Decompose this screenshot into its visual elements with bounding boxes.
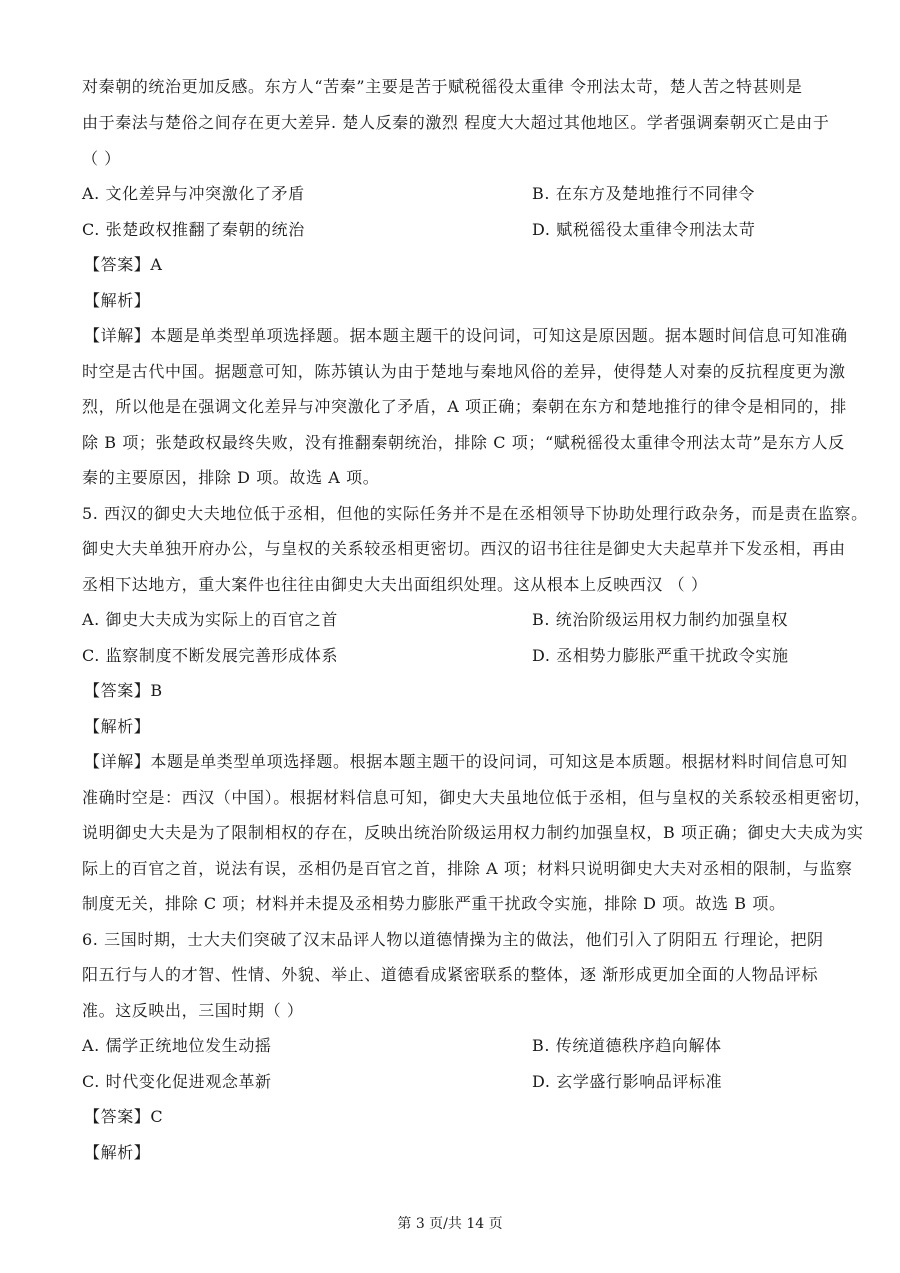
q5-detail-line: 【详解】本题是单类型单项选择题。根据本题主题干的设问词，可知这是本质题。根据材料时间信息可知: [84, 752, 848, 771]
q5-stem-line: 丞相下达地方，重大案件也往往由御史大夫出面组织处理。这从根本上反映西汉 （ ）: [82, 575, 708, 594]
q4-option-c: C. 张楚政权推翻了秦朝的统治: [82, 220, 305, 239]
q5-option-d: D. 丞相势力膨胀严重干扰政令实施: [532, 646, 789, 665]
q6-stem-line: 阳五行与人的才智、性情、外貌、举止、道德看成紧密联系的整体，逐 渐形成更加全面的人物品评标: [82, 965, 819, 984]
q5-option-row: [82, 645, 789, 667]
q5-answer: 【答案】B: [84, 681, 163, 700]
q4-option-b: B. 在东方及楚地推行不同律令: [532, 184, 755, 203]
q5-detail-line: 际上的百官之首，说法有误，丞相仍是百官之首，排除 A 项；材料只说明御史大夫对丞相的限制，与监察: [82, 859, 853, 878]
q6-analysis-heading: 【解析】: [84, 1143, 151, 1162]
q6-stem-line: 6. 三国时期，士大夫们突破了汉末品评人物以道德情操为主的做法，他们引入了阴阳五 行理论，把阴: [82, 930, 824, 949]
q4-detail-line: 除 B 项；张楚政权最终失败，没有推翻秦朝统治，排除 C 项；“赋税徭役太重律令刑法太苛”是东方人反: [82, 433, 845, 452]
q5-stem-line: 5. 西汉的御史大夫地位低于丞相，但他的实际任务并不是在丞相领导下协助处理行政杂务，而是责在监察。: [82, 504, 868, 523]
q4-detail-line: 时空是古代中国。据题意可知，陈苏镇认为由于楚地与秦地风俗的差异，使得楚人对秦的反抗程度更为激: [82, 362, 846, 381]
q6-option-d: D. 玄学盛行影响品评标准: [532, 1072, 723, 1091]
q4-analysis-heading: 【解析】: [84, 291, 151, 310]
q5-option-c: C. 监察制度不断发展完善形成体系: [82, 646, 339, 665]
q6-stem-line: 准。这反映出，三国时期（ ）: [82, 1001, 304, 1020]
q6-option-row: [82, 1071, 723, 1093]
q6-option-a: A. 儒学正统地位发生动摇: [82, 1036, 272, 1055]
q4-option-row: [82, 183, 755, 205]
q6-option-b: B. 传统道德秩序趋向解体: [532, 1036, 722, 1055]
q5-option-row: [82, 609, 789, 631]
q4-detail-line: 秦的主要原因，排除 D 项。故选 A 项。: [82, 468, 380, 487]
q5-analysis-heading: 【解析】: [84, 717, 151, 736]
q4-option-a: A. 文化差异与冲突激化了矛盾: [82, 184, 305, 203]
q6-option-c: C. 时代变化促进观念革新: [82, 1072, 272, 1091]
q4-option-d: D. 赋税徭役太重律令刑法太苛: [532, 220, 756, 239]
q5-detail-line: 准确时空是：西汉（中国）。根据材料信息可知，御史大夫虽地位低于丞相，但与皇权的关系较丞相更密切，: [82, 788, 871, 807]
q4-stem-line: （ ）: [82, 149, 121, 168]
q5-detail-line: 制度无关，排除 C 项；材料并未提及丞相势力膨胀严重干扰政令实施，排除 D 项。故选 B 项。: [82, 894, 786, 913]
q4-stem-line: 对秦朝的统治更加反感。东方人“苦秦”主要是苦于赋税徭役太重律 令刑法太苛，楚人苦之特甚则是: [82, 77, 803, 96]
q5-option-b: B. 统治阶级运用权力制约加强皇权: [532, 610, 789, 629]
q6-answer: 【答案】C: [84, 1107, 164, 1126]
q5-stem-line: 御史大夫单独开府办公，与皇权的关系较丞相更密切。西汉的诏书往往是御史大夫起草并下发丞相，再由: [82, 539, 846, 558]
page-footer: 第 3 页/共 14 页: [397, 1216, 503, 1232]
q4-detail-line: 烈，所以他是在强调文化差异与冲突激化了矛盾，A 项正确；秦朝在东方和楚地推行的律令是相同的，排: [82, 397, 847, 416]
q4-stem-line: 由于秦法与楚俗之间存在更大差异. 楚人反秦的激烈 程度大大超过其他地区。学者强调秦朝灭亡是由于: [82, 113, 830, 132]
q4-answer: 【答案】A: [84, 255, 163, 274]
q5-detail-line: 说明御史大夫是为了限制相权的存在，反映出统治阶级运用权力制约加强皇权，B 项正确；御史大夫成为实: [82, 823, 864, 842]
q5-option-a: A. 御史大夫成为实际上的百官之首: [82, 610, 338, 629]
q6-option-row: [82, 1035, 722, 1057]
q4-option-row: [82, 219, 756, 241]
q4-detail-line: 【详解】本题是单类型单项选择题。据本题主题干的设问词，可知这是原因题。据本题时间信息可知准确: [84, 326, 848, 345]
